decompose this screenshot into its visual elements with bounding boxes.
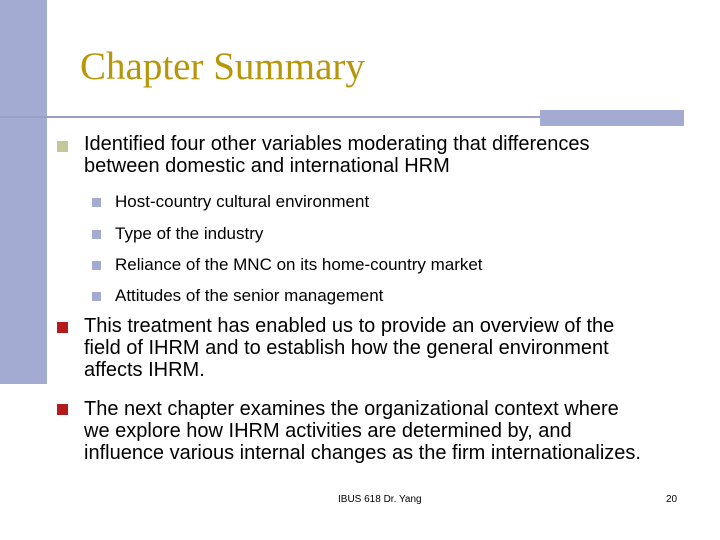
bullet-text [84, 315, 614, 381]
square-bullet-icon [92, 230, 101, 239]
square-bullet-icon [92, 261, 101, 270]
square-bullet-icon [57, 322, 68, 333]
left-accent-bar [0, 0, 47, 384]
bullet-line: affects IHRM. [84, 359, 205, 381]
bullet-line: influence various internal changes as the firm internationalizes. [84, 442, 641, 464]
slide-title: Chapter Summary [80, 45, 365, 88]
footer-center-text: IBUS 618 Dr. Yang [338, 494, 422, 505]
bullet-text [84, 133, 590, 177]
sub-bullet-text: Reliance of the MNC on its home-country market [115, 255, 483, 274]
bullet-line: This treatment has enabled us to provide an overview of the [84, 315, 615, 337]
square-bullet-icon [92, 198, 101, 207]
title-underline-accent [540, 110, 684, 126]
bullet-line: Identified four other variables moderating that differences [84, 133, 590, 155]
sub-bullet-text: Attitudes of the senior management [115, 286, 384, 305]
square-bullet-icon [57, 141, 68, 152]
bullet-line: we explore how IHRM activities are determined by, and [84, 420, 572, 442]
bullet-text [84, 398, 641, 464]
bullet-line: between domestic and international HRM [84, 155, 450, 177]
sub-bullet-text: Type of the industry [115, 224, 264, 243]
square-bullet-icon [92, 292, 101, 301]
title-underline [0, 116, 540, 118]
page-number: 20 [666, 494, 678, 505]
sub-bullet-text: Host-country cultural environment [115, 192, 370, 211]
bullet-line: field of IHRM and to establish how the general environment [84, 337, 609, 359]
square-bullet-icon [57, 404, 68, 415]
bullet-line: The next chapter examines the organizational context where [84, 398, 619, 420]
